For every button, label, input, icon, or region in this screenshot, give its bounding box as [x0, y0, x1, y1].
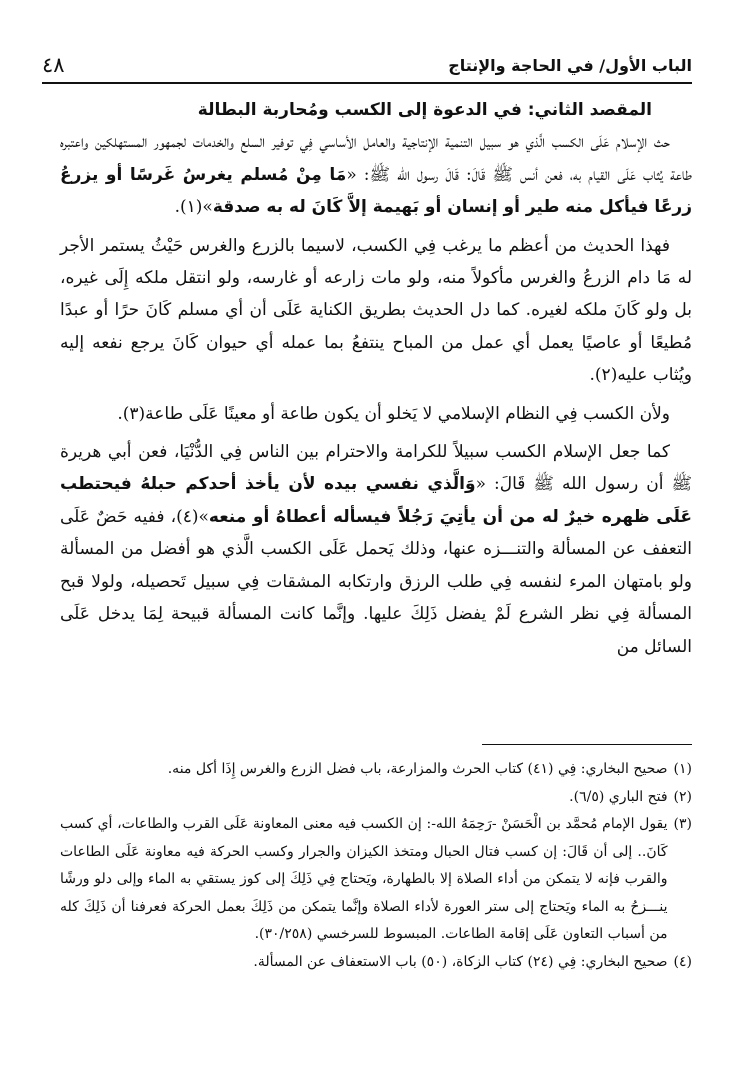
section-title: المقصد الثاني: في الدعوة إلى الكسب ومُحاربة البطالة — [197, 100, 652, 120]
footnote-number: (١) — [673, 761, 692, 777]
footnote-rule — [482, 744, 692, 745]
footnote-number: (٣) — [673, 816, 692, 832]
footnote-4 — [60, 949, 692, 977]
paragraph-4 — [60, 436, 692, 663]
paragraph-4-intro: كما جعل الإسلام الكسب سبيلاً للكرامة والاحترام بين الناس فِي الدُّنْيَا، فعن أبي هريرة ﷺ أن رسول الله ﷺ قَالَ: « — [60, 442, 692, 495]
footnote-text: صحيح البخاري: فِي (٤١) كتاب الحرث والمزارعة، باب فضل الزرع والغرس إِذَا أكل منه. — [167, 761, 668, 777]
paragraph-3: ولأن الكسب فِي النظام الإسلامي لا يَخلو أن يكون طاعة أو معينًا عَلَى طاعة(٣). — [117, 403, 670, 424]
paragraph-1 — [60, 126, 692, 223]
footnotes — [60, 756, 692, 976]
hadith-1: مَا مِنْ مُسلم يغرسُ غَرسًا أو يزرعُ زرعًا فيأكل منه طير أو إنسان أو بَهيمة إلاَّ كَانَ له به صدقة — [60, 164, 692, 218]
running-title: الباب الأول/ في الحاجة والإنتاج — [448, 55, 692, 75]
footnote-text: فتح الباري (٦/٥). — [569, 788, 668, 805]
footnote-number: (٤) — [673, 953, 692, 970]
paragraph-2: فهذا الحديث من أعظم ما يرغب فِي الكسب، لاسيما بالزرع والغرس حَيْثُ يستمر الأجر له مَا دام الزرعُ والغرس مأكولاً منه، ولو مات زارعه أو غارسه، ولو انتقل ملكه إِلَى غيره، بل ولو كَانَ ملكه لغيره. كما دل الحديث بطريق الكناية عَلَى أن أي مسلم كَانَ حرًا أو عبدًا مُطيعًا أو عاصيًا يعمل أي عمل من المباح ينتفعُ بما عمله أي حيوان كَانَ يرجع نفعه إليه ويُثاب عليه(٢). — [60, 235, 692, 386]
footnote-text: يقول الإمام مُحمَّد بن الْحَسَنْ -رَحِمَهُ الله-: إن الكسب فيه معنى المعاونة عَلَى القرب والطاعات، أي كسب كَانَ.. إلى أن قَالَ: إن كسب فتال الحبال ومتخذ الكيزان والجرار وكسب الحركة فيه معاونة عَلَى الطاعات والقرب فإنه لا يتمكن من أداء الصلاة إلا بالطهارة، ويَحتاج فِي ذَلِكَ إلى كوز يستقي به الماء وإلى دلو ورشًا ينـــزحُ به الماء ويَحتاج إلى ستر العورة لأداء الصلاة وإنَّما يتمكن من ذَلِكَ بعمل الحركة فعرفنا أن ذَلِكَ كله من أسباب التعاون عَلَى إقامة الطاعات. المبسوط للسرخسي (٣٠/٢٥٨). — [60, 816, 668, 942]
footnote-3 — [60, 811, 692, 949]
footnote-number: (٢) — [673, 788, 692, 805]
footnote-1 — [60, 756, 692, 784]
main-text — [60, 94, 692, 663]
footnote-2 — [60, 784, 692, 812]
page-number: ٤٨ — [42, 53, 65, 77]
paragraph-1-end: »(١). — [174, 197, 213, 218]
page-header — [42, 50, 692, 80]
hadith-2: وَالَّذي نفسي بيده لأن يأخذ أحدكم حبلهُ فيحتطب عَلَى ظهره خيرٌ له من أن يأتِيَ رَجُلاً فيسأله أعطاهُ أو منعه — [60, 474, 692, 527]
footnote-text: صحيح البخاري: فِي (٢٤) كتاب الزكاة، (٥٠) باب الاستعفاف عن المسألة. — [253, 953, 668, 970]
header-rule — [42, 82, 692, 84]
paragraph-1-intro: حث الإسلام عَلَى الكسب الَّذي هو سبيل التنمية الإنتاجية والعامل الأساسي فِي توفير السلع والخدمات لجمهور المستهلكين واعتبره طاعة يُثاب عَلَى القيام به، فعن أنس ﷺ قَالَ: قَالَ رسول الله ﷺ: « — [60, 132, 692, 185]
paragraph-4-rest: »(٤)، ففيه حَضٌ عَلَى التعفف عن المسألة والتنـــزه عنها، وذلك يَحمل عَلَى الكسب الَّذي هو أفضل من المسألة ولو بامتهان المرء لنفسه فِي طلب الرزق وارتكابه المشقات فِي سبيل تَحصيله، ولولا قبح المسألة فِي نظر الشرع لَمْ يفضل ذَلِكَ عليها. وإنَّما كانت المسألة قبيحة لِمَا يدخل عَلَى السائل من — [60, 506, 693, 657]
